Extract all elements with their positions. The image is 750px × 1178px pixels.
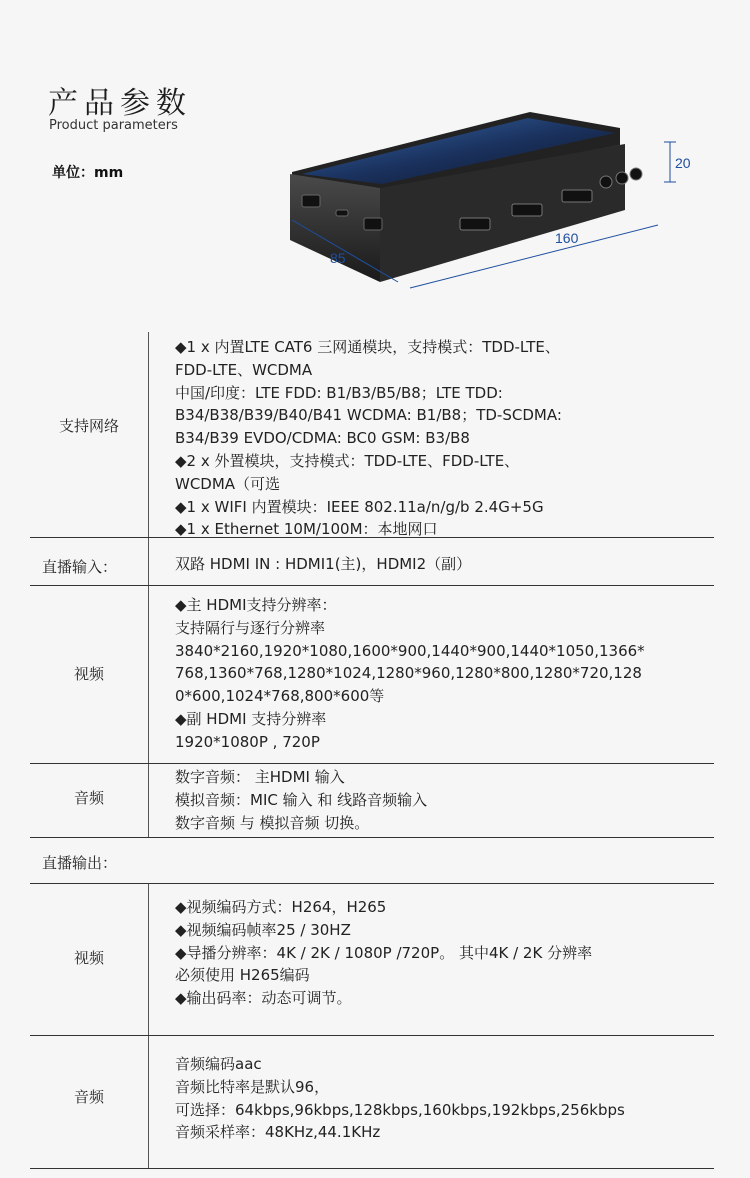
table-divider — [30, 1035, 714, 1036]
table-divider — [30, 837, 714, 838]
row-label-input-audio: 音频 — [73, 789, 104, 807]
text-line: ◆副 HDMI 支持分辨率 — [175, 709, 327, 728]
row-content-network — [175, 336, 705, 541]
text-line: ◆视频编码帧率25 / 30HZ — [175, 920, 351, 939]
text-line: 768,1360*768,1280*1024,1280*960,1280*800,1280*720,128 — [175, 664, 642, 683]
text-line: ◆视频编码方式：H264，H265 — [175, 898, 387, 916]
row-label-input-video: 视频 — [73, 665, 104, 683]
text-line: 双路 HDMI IN : HDMI1(主)，HDMI2（副） — [175, 555, 472, 573]
text-line: 音频采样率：48KHz,44.1KHz — [175, 1123, 381, 1142]
text-line: 音频比特率是默认96， — [175, 1077, 330, 1096]
column-divider — [148, 586, 149, 763]
text-line: 中国/印度：LTE FDD: B1/B3/B5/B8；LTE TDD: — [175, 383, 503, 402]
column-divider — [148, 538, 149, 585]
depth-dimension: 85 — [330, 250, 346, 266]
section-live-output: 直播输出： — [42, 854, 118, 872]
section-live-input: 直播输入： — [42, 558, 118, 576]
text-line: 数字音频 与 模拟音频 切换。 — [175, 813, 370, 832]
text-line: 数字音频： 主HDMI 输入 — [175, 768, 345, 786]
text-line: 可选择：64kbps,96kbps,128kbps,160kbps,192kbps,256kbps — [175, 1100, 625, 1119]
hdmi-port-icon-2 — [512, 204, 542, 216]
table-divider — [30, 763, 714, 764]
row-label-output-audio: 音频 — [73, 1088, 104, 1106]
text-line: ◆输出码率：动态可调节。 — [175, 989, 352, 1008]
text-line: WCDMA（可选 — [175, 474, 281, 493]
usb-port-icon-2 — [364, 218, 382, 230]
row-content-output-video — [175, 896, 705, 1010]
unit-label: 单位：mm — [52, 165, 124, 181]
height-dimension: 20 — [675, 155, 691, 171]
text-line: 3840*2160,1920*1080,1600*900,1440*900,1440*1050,1366* — [175, 641, 645, 660]
text-line: 必须使用 H265编码 — [175, 966, 310, 985]
row-content-input-video — [175, 594, 705, 754]
table-divider — [30, 883, 714, 884]
column-divider — [148, 332, 149, 537]
hdmi-port-icon-1 — [460, 218, 490, 230]
page-subtitle: Product parameters — [49, 118, 178, 133]
row-content-input-audio — [175, 766, 705, 834]
row-content-live-input — [175, 553, 705, 576]
column-divider — [148, 1036, 149, 1168]
text-line: 0*600,1024*768,800*600等 — [175, 687, 385, 706]
text-line: B34/B39 EVDO/CDMA: BC0 GSM: B3/B8 — [175, 429, 470, 448]
device-illustration — [280, 100, 700, 300]
width-dimension: 160 — [555, 230, 579, 246]
row-label-output-video: 视频 — [73, 949, 104, 967]
column-divider — [148, 884, 149, 1035]
text-line: ◆1 x 内置LTE CAT6 三网通模块，支持模式：TDD-LTE、 — [175, 338, 560, 356]
text-line: 支持隔行与逐行分辨率 — [175, 618, 326, 637]
text-line: ◆2 x 外置模块，支持模式：TDD-LTE、FDD-LTE、 — [175, 451, 520, 470]
text-line: FDD-LTE、WCDMA — [175, 360, 313, 379]
text-line: ◆1 x WIFI 内置模块：IEEE 802.11a/n/g/b 2.4G+5G — [175, 497, 544, 516]
hdmi-port-icon-3 — [562, 190, 592, 202]
text-line: 模拟音频：MIC 输入 和 线路音频输入 — [175, 790, 428, 809]
text-line: B34/B38/B39/B40/B41 WCDMA: B1/B8；TD-SCDMA: — [175, 406, 562, 425]
column-divider — [148, 764, 149, 837]
text-line: ◆1 x Ethernet 10M/100M：本地网口 — [175, 520, 438, 539]
text-line: ◆导播分辨率：4K / 2K / 1080P /720P。 其中4K / 2K 分辨率 — [175, 943, 593, 962]
usb-port-icon — [302, 195, 320, 207]
text-line: ◆主 HDMI支持分辨率： — [175, 596, 337, 614]
page-title: 产品参数 — [48, 86, 192, 121]
device-image — [280, 100, 700, 300]
table-divider — [30, 585, 714, 586]
table-divider — [30, 1168, 714, 1169]
usb-c-port-icon — [336, 210, 348, 216]
text-line: 1920*1080P , 720P — [175, 732, 320, 751]
text-line: 音频编码aac — [175, 1055, 262, 1073]
row-label-network: 支持网络 — [58, 417, 119, 435]
row-content-output-audio — [175, 1053, 705, 1144]
